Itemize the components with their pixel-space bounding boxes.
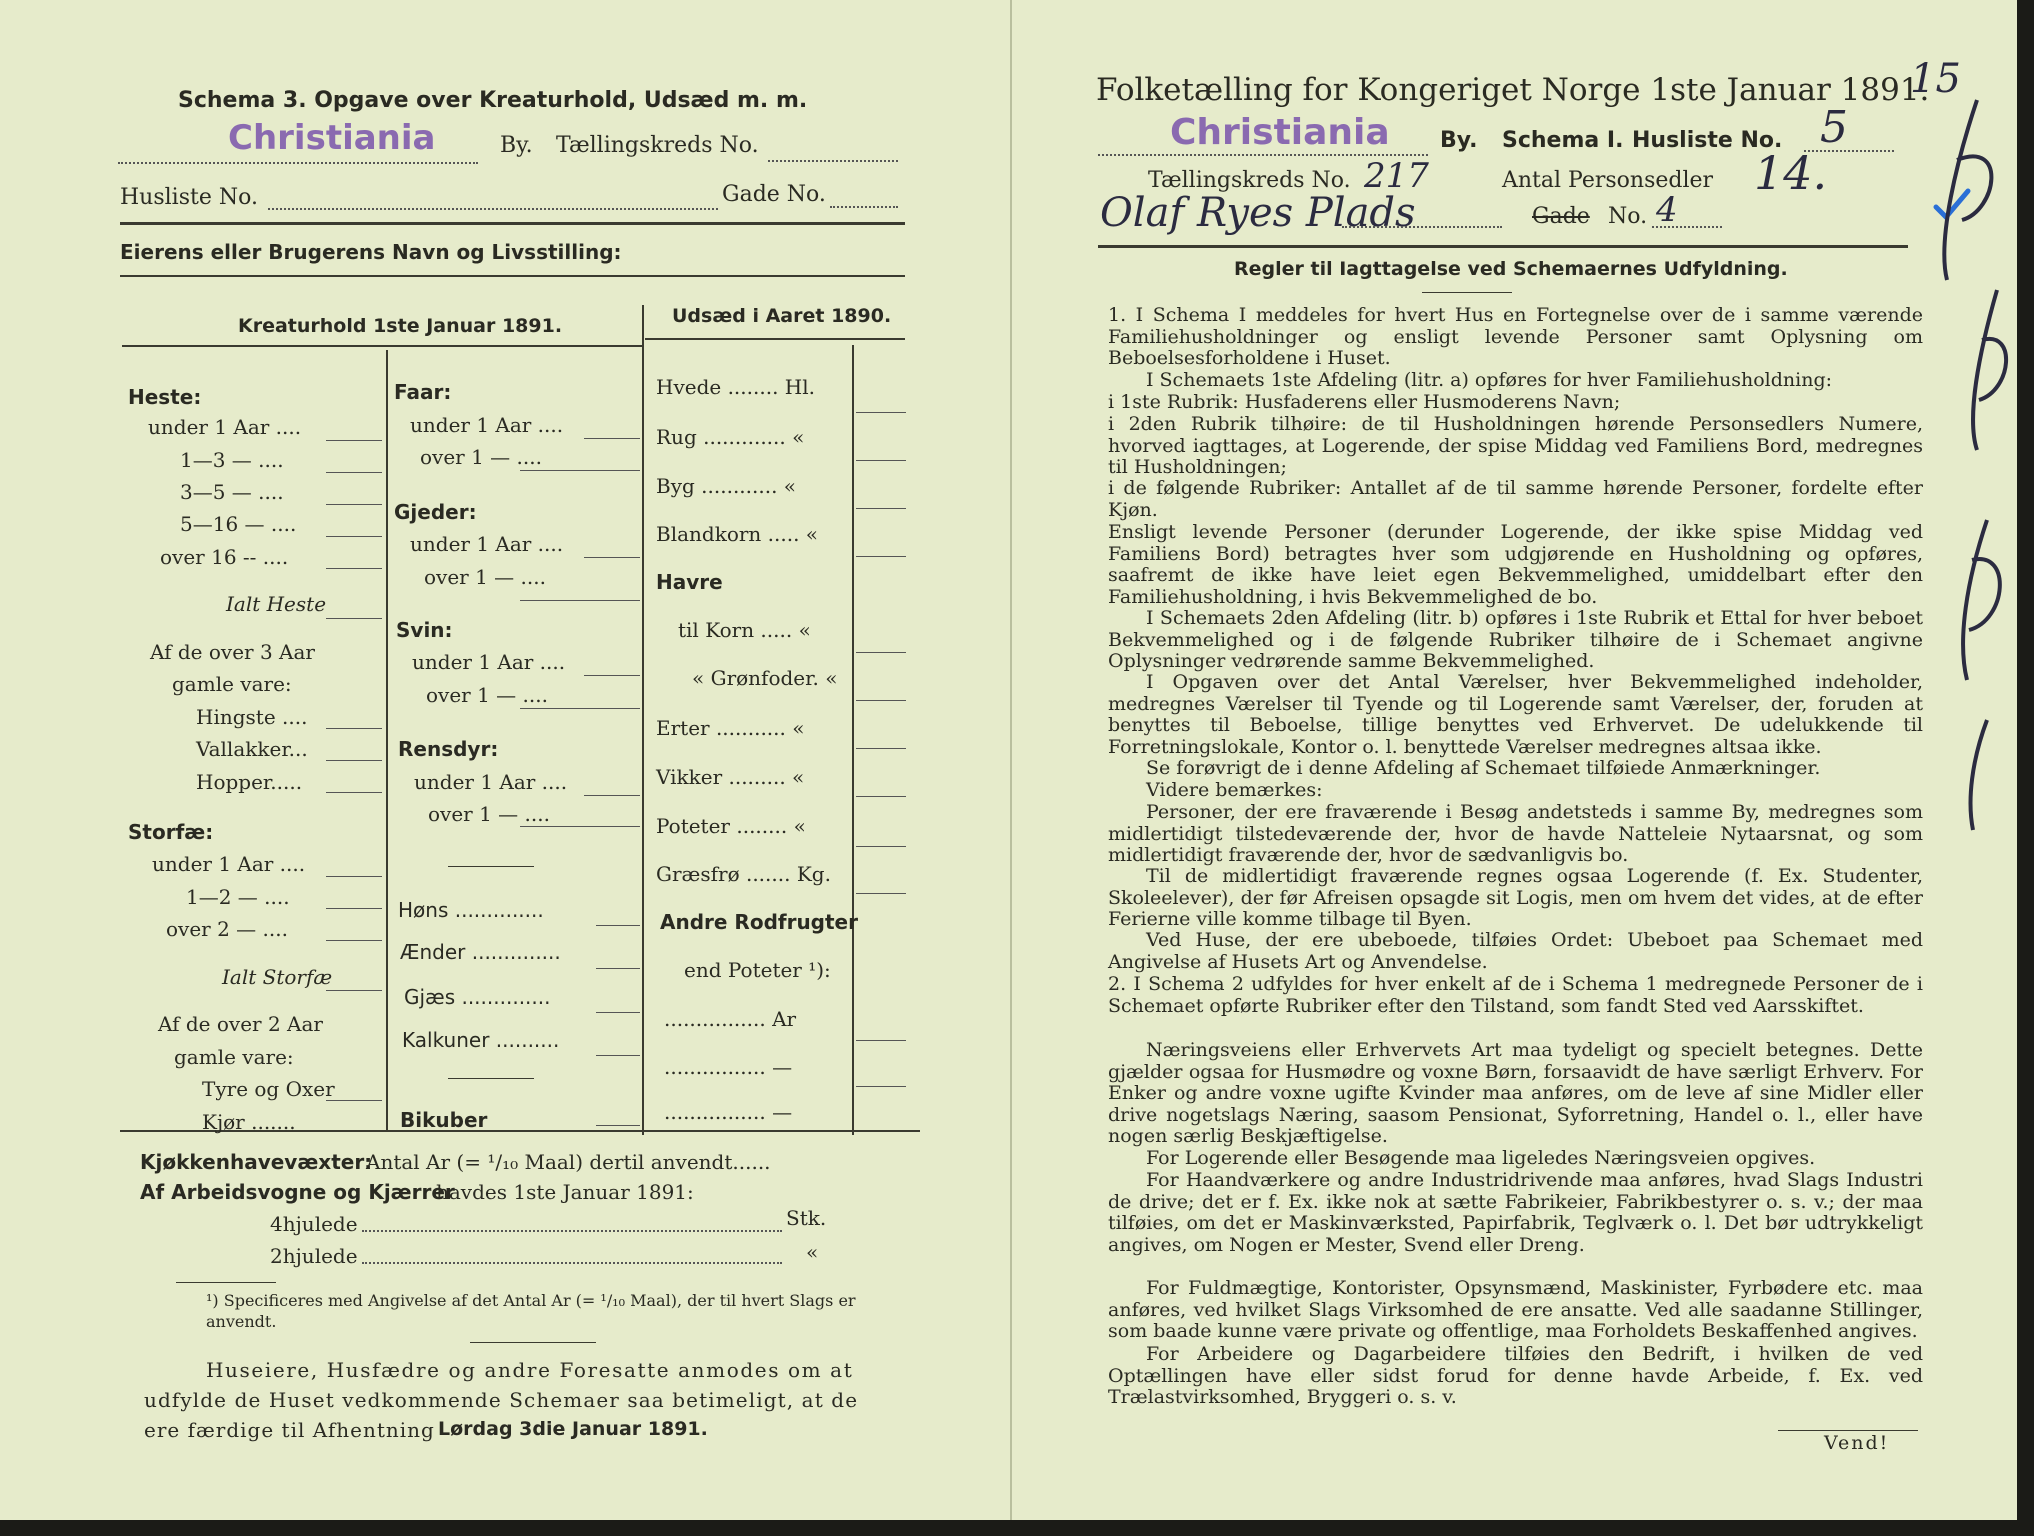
gade-value: 4	[1656, 190, 1678, 230]
closing-line: Huseiere, Husfædre og andre Foresatte anmodes om at	[206, 1358, 854, 1382]
udsaed-value-divider	[852, 345, 854, 1135]
gade-line	[1652, 226, 1722, 228]
value-blank	[326, 504, 382, 505]
faar-row: under 1 Aar ....	[410, 413, 564, 437]
svin-row: over 1 — ....	[426, 683, 548, 707]
heste-row: under 1 Aar ....	[148, 415, 302, 439]
heste-sub-row: Hopper.....	[196, 770, 303, 794]
udsaed-row: til Korn ..... «	[678, 618, 811, 642]
rensdyr-row: over 1 — ....	[428, 802, 550, 826]
husliste-label: Husliste No.	[1632, 128, 1783, 153]
street-line	[1342, 226, 1502, 228]
udsaed-row: ................ —	[664, 1055, 793, 1079]
value-blank	[326, 940, 382, 941]
closing-line: ere færdige til Afhentning	[144, 1418, 435, 1442]
heste-row: 1—3 — ....	[180, 448, 284, 472]
udsaed-row: Rug ............. «	[656, 425, 805, 449]
value-blank	[856, 460, 906, 461]
section-separator	[448, 866, 534, 867]
udsaed-row: ................ Ar	[664, 1007, 797, 1031]
hjul4-label: 4hjulede	[270, 1212, 358, 1236]
value-blank	[856, 1040, 906, 1041]
city-line	[118, 162, 478, 164]
udsaed-row: Blandkorn ..... «	[656, 522, 819, 546]
storfae-label: Storfæ:	[128, 820, 214, 844]
udsaed-row: Andre Rodfrugter	[660, 910, 858, 934]
arbeids-label: Af Arbeidsvogne og Kjærrer	[140, 1180, 455, 1204]
by-label: By.	[1440, 128, 1478, 153]
street-value: Olaf Ryes Plads	[1100, 190, 1416, 236]
value-blank	[856, 508, 906, 509]
heste-total-label: Ialt Heste	[226, 592, 327, 616]
udsaed-header: Udsæd i Aaret 1890.	[672, 305, 892, 327]
header-rule	[120, 222, 905, 225]
value-blank	[326, 728, 382, 729]
value-blank	[584, 675, 640, 676]
no-label: No.	[1608, 204, 1648, 229]
heste-row: 3—5 — ....	[180, 480, 284, 504]
header-rule	[1098, 245, 1908, 248]
value-blank	[856, 796, 906, 797]
value-blank	[856, 556, 906, 557]
udsaed-row: Erter ........... «	[656, 716, 805, 740]
rule-paragraph: i 2den Rubrik tilhøire: de til Husholdningen hørende Personsedlers Numere, hvorved iagttages, at Logerende, der spise Middag ved Familiens Bord, medregnes til Husholdningen;	[1108, 413, 1923, 478]
heste-sub-b: gamle vare:	[172, 672, 292, 696]
subcolumn-divider	[386, 350, 388, 1130]
rule-paragraph: i de følgende Rubriker: Antallet af de til samme hørende Personer, fordelte efter Kjøn.	[1108, 477, 1923, 521]
personsedler-value: 14.	[1754, 146, 1828, 200]
personsedler-label: Antal Personsedler	[1502, 168, 1714, 193]
gjeder-row: under 1 Aar ....	[410, 532, 564, 556]
value-blank	[596, 1055, 640, 1056]
udsaed-rule	[645, 338, 905, 340]
faar-row: over 1 — ....	[420, 445, 542, 469]
storfae-row: over 2 — ....	[166, 917, 288, 941]
fowl-row: Gjæs ..............	[404, 985, 551, 1009]
kreds-label: Tællingskreds No.	[1148, 168, 1351, 193]
value-blank	[584, 795, 640, 796]
value-blank	[596, 968, 640, 969]
rules-title: Regler til Iagttagelse ved Schemaernes Udfyldning.	[1234, 258, 1788, 280]
kjokken-rest: Antal Ar (= ¹/₁₀ Maal) dertil anvendt......	[366, 1150, 771, 1174]
udsaed-row: Byg ............ «	[656, 474, 797, 498]
hjul2-unit: «	[806, 1240, 819, 1264]
storfae-sub-row: Tyre og Oxer	[202, 1077, 335, 1101]
husliste-label: Husliste No.	[120, 185, 258, 210]
arbeids-rest: havdes 1ste Januar 1891:	[436, 1180, 694, 1204]
left-page	[0, 0, 1012, 1520]
value-blank	[326, 908, 382, 909]
value-blank	[326, 618, 382, 619]
value-blank	[326, 568, 382, 569]
value-blank	[520, 470, 640, 471]
by-label: By.	[500, 133, 533, 158]
value-blank	[326, 792, 382, 793]
value-blank	[326, 536, 382, 537]
gade-label: Gade No.	[722, 182, 826, 207]
value-blank	[326, 876, 382, 877]
udsaed-row: Græsfrø ....... Kg.	[656, 862, 831, 886]
rule-paragraph: Ved Huse, der ere ubeboede, tilføies Ordet: Ubeboet paa Schemaet med Angivelse af Husets Art og Anvendelse.	[1108, 929, 1923, 973]
svin-row: under 1 Aar ....	[412, 650, 566, 674]
value-blank	[856, 652, 906, 653]
city-stamp: Christiania	[1170, 112, 1390, 153]
footnote: ¹) Specificeres med Angivelse af det Antal Ar (= ¹/₁₀ Maal), der til hvert Slags er anvendt.	[206, 1291, 856, 1331]
vend-label: Vend!	[1824, 1432, 1890, 1454]
rule-paragraph: Ensligt levende Personer (derunder Logerende, der ikke spise Middag ved Familiens Bord) betragtes hver som udgjørende en Husholdning og opføres, saafremt de ikke have leiet egen Bekvemmelighed, umiddelbart efter den Familiehusholdning, i hvis Bekvemmelighed de bo.	[1108, 521, 1923, 608]
value-blank	[584, 438, 640, 439]
kreds-value: 217	[1364, 156, 1429, 196]
udsaed-row: ................ —	[664, 1100, 793, 1124]
rule-paragraph: I Schemaets 1ste Afdeling (litr. a) opføres for hver Familiehusholdning:	[1146, 369, 1833, 391]
gade-label: Gade	[1532, 204, 1590, 229]
kjokken-label: Kjøkkenhavevæxter:	[140, 1150, 373, 1174]
rule-paragraph: For Haandværkere og andre Industridrivende maa anføres, hvad Slags Industri de drive; det er f. Ex. ikke nok at sætte Fabrikeier, Fabrikbestyrer o. s. v.; der maa tilføies, om det er Maskinværksted, Papirfabrik, Teglværk o. l. Det bør udtrykkeligt angives, om Nogen er Mester, Svend eller Dreng.	[1108, 1169, 1923, 1256]
hjul4-line	[362, 1230, 782, 1232]
value-blank	[584, 557, 640, 558]
closing-rule	[470, 1342, 596, 1343]
hjul2-line	[362, 1262, 782, 1264]
rule-paragraph: Personer, der ere fraværende i Besøg andetsteds i samme By, medregnes som midlertidigt tilstedeværende der, hvor de havde Natteleie Nytaarsnat, og som midlertidigt fraværende der, hvor de sædvanligvis bo.	[1108, 801, 1923, 866]
storfae-sub-b: gamle vare:	[174, 1045, 294, 1069]
kreaturhold-header: Kreaturhold 1ste Januar 1891.	[238, 315, 563, 337]
closing-date: Lørdag 3die Januar 1891.	[438, 1418, 708, 1440]
heste-row: 5—16 — ....	[180, 512, 297, 536]
rule-paragraph: Næringsveiens eller Erhvervets Art maa tydeligt og specielt betegnes. Dette gjælder ogsaa for Husmødre og voxne Børn, forsaavidt de have særligt Erhverv. For Enker og andre voxne ugifte Kvinder maa anføres, om de leve af sine Midler eller drive nogetslags Næring, saasom Pensionat, Syforretning, Handel o. l., eller have nogen særlig Beskjæftigelse.	[1108, 1039, 1923, 1147]
husliste-line	[268, 208, 718, 210]
storfae-row: under 1 Aar ....	[152, 852, 306, 876]
rule-paragraph: Videre bemærkes:	[1146, 779, 1323, 801]
value-blank	[856, 846, 906, 847]
schema-label: Schema I.	[1502, 128, 1624, 153]
rensdyr-row: under 1 Aar ....	[414, 770, 568, 794]
city-stamp: Christiania	[228, 118, 436, 158]
value-blank	[520, 600, 640, 601]
vend-rule	[1778, 1430, 1918, 1431]
rule-paragraph: 1. I Schema I meddeles for hvert Hus en Fortegnelse over de i samme værende Familiehusholdninger og ensligt levende Personer samt Oplysning om Beboelsesforholdene i Huset.	[1108, 304, 1923, 369]
storfae-sub-row: Kjør .......	[202, 1110, 296, 1134]
udsaed-row: « Grønfoder. «	[692, 666, 838, 690]
hjul2-label: 2hjulede	[270, 1244, 358, 1268]
rule-paragraph: 2. I Schema 2 udfyldes for hver enkelt af de i Schema 1 medregnede Personer de i Schemaet opførte Rubriker efter den Tilstand, som fandt Sted ved Aarsskiftet.	[1108, 973, 1923, 1017]
value-blank	[326, 990, 382, 991]
title-rule	[1422, 292, 1512, 293]
rule-paragraph: I Opgaven over det Antal Værelser, hver Bekvemmelighed indeholder, medregnes Værelser til Tyende og til Logerende samt Værelser, der, foruden at benyttes til Beboelse, tillige benyttes ved Erhvervet. De udelukkende til Forretningslokale, Kontor o. l. benyttede Værelser medregnes altsaa ikke.	[1108, 671, 1923, 758]
gade-line	[830, 206, 898, 208]
kreaturhold-rule	[122, 345, 642, 347]
right-page	[1012, 0, 2017, 1520]
rule-paragraph: For Fuldmægtige, Kontorister, Opsynsmænd, Maskinister, Fyrbødere etc. maa anføres, ved hvilket Slags Virksomhed de ere ansatte. Ved alle saadanne Stillinger, som baade kunne være private og offentlige, maa Forholdets Beskaffenhed angives.	[1108, 1277, 1923, 1342]
udsaed-row: Hvede ........ Hl.	[656, 375, 815, 399]
storfae-total-label: Ialt Storfæ	[222, 965, 333, 989]
hjul4-unit: Stk.	[786, 1206, 827, 1230]
kreds-line	[768, 160, 898, 162]
heste-sub-row: Hingste ....	[196, 705, 308, 729]
value-blank	[326, 760, 382, 761]
value-blank	[596, 1012, 640, 1013]
heste-row: over 16 -- ....	[160, 545, 289, 569]
schema3-title: Schema 3. Opgave over Kreaturhold, Udsæd m. m.	[178, 88, 808, 113]
rule-paragraph: I Schemaets 2den Afdeling (litr. b) opføres i 1ste Rubrik et Ettal for hver beboet Bekvemmelighed og i de følgende Rubriker tilhøire de i Schemaet angivne Oplysninger vedrørende samme Bekvemmelighed.	[1108, 607, 1923, 672]
rensdyr-label: Rensdyr:	[398, 737, 499, 761]
value-blank	[856, 700, 906, 701]
gjeder-label: Gjeder:	[394, 500, 477, 524]
kreds-label: Tællingskreds No.	[556, 133, 759, 158]
footnote-rule	[176, 1282, 276, 1283]
value-blank	[856, 893, 906, 894]
value-blank	[856, 748, 906, 749]
margin-marks	[1917, 40, 2017, 1060]
rule-paragraph: i 1ste Rubrik: Husfaderens eller Husmoderens Navn;	[1108, 391, 1621, 413]
fowl-row: Høns ..............	[398, 898, 544, 922]
rule-paragraph: For Arbeidere og Dagarbeidere tilføies den Bedrift, i hvilken de ved Optællingen have eller sidst forud for denne havde Arbeide, f. Ex. ved Trælastvirksomhed, Bryggeri o. s. v.	[1108, 1343, 1923, 1408]
udsaed-row: Havre	[656, 570, 723, 594]
rule-paragraph: For Logerende eller Besøgende maa ligeledes Næringsveien opgives.	[1146, 1147, 1816, 1169]
udsaed-row: Vikker ......... «	[656, 765, 805, 789]
value-blank	[326, 440, 382, 441]
census-title: Folketælling for Kongeriget Norge 1ste Januar 1891.	[1096, 72, 1930, 108]
value-blank	[856, 412, 906, 413]
faar-label: Faar:	[394, 380, 452, 404]
storfae-sub-a: Af de over 2 Aar	[158, 1012, 323, 1036]
value-blank	[326, 472, 382, 473]
svin-label: Svin:	[396, 618, 453, 642]
corner-number: 15	[1910, 56, 1961, 102]
fowl-row: Ænder ..............	[400, 940, 561, 964]
value-blank	[856, 1086, 906, 1087]
section-separator	[448, 1078, 534, 1079]
storfae-row: 1—2 — ....	[186, 885, 290, 909]
closing-line: udfylde de Huset vedkommende Schemaer saa betimeligt, at de	[144, 1388, 859, 1412]
udsaed-row: Poteter ........ «	[656, 814, 806, 838]
owner-label: Eierens eller Brugerens Navn og Livsstilling:	[120, 240, 622, 264]
value-blank	[596, 925, 640, 926]
heste-sub-row: Vallakker...	[196, 737, 308, 761]
rule-paragraph: Se forøvrigt de i denne Afdeling af Schemaet tilføiede Anmærkninger.	[1146, 757, 1821, 779]
gjeder-row: over 1 — ....	[424, 565, 546, 589]
value-blank	[596, 1125, 640, 1126]
husliste-value: 5	[1820, 102, 1848, 153]
heste-sub-a: Af de over 3 Aar	[150, 640, 315, 664]
udsaed-row: end Poteter ¹):	[684, 958, 831, 982]
value-blank	[520, 708, 640, 709]
value-blank	[520, 826, 640, 827]
column-divider	[642, 305, 644, 1135]
bikuber-label: Bikuber	[400, 1108, 488, 1132]
value-blank	[326, 1100, 382, 1101]
rule-paragraph: Til de midlertidigt fraværende regnes ogsaa Logerende (f. Ex. Studenter, Skoleelever), der før Afreisen opsagde sit Logis, men om hvem det vides, at de efter Ferierne ville komme tilbage til Byen.	[1108, 865, 1923, 930]
owner-rule	[120, 275, 905, 277]
fowl-row: Kalkuner ..........	[402, 1028, 560, 1052]
heste-label: Heste:	[128, 385, 202, 409]
